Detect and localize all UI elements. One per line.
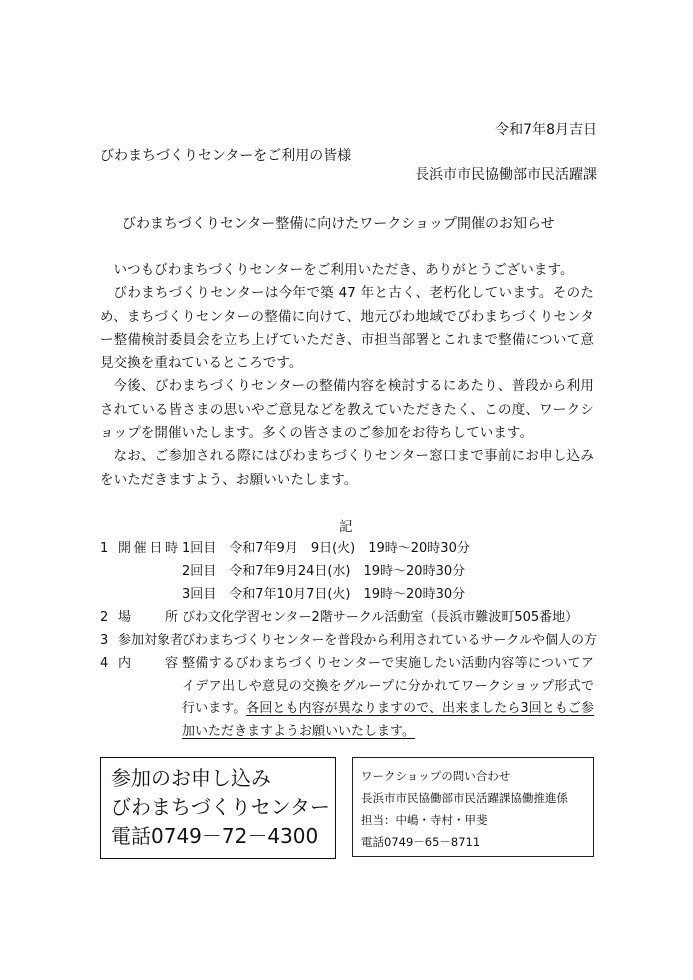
contact-staff: 担当：中嶋・寺村・甲斐 xyxy=(361,813,488,827)
item-label: 内容 xyxy=(118,656,178,671)
application-center: びわまちづくりセンター xyxy=(111,795,330,819)
sender-department: 長浜市市民協働部市民活躍課 xyxy=(415,167,597,183)
schedule-session-1: 1回目 令和7年9月 9日(火) 19時～20時30分 xyxy=(182,541,470,556)
target-value: びわまちづくりセンターを普段から利用されているサークルや個人の方 xyxy=(182,633,597,648)
item-number: 1 xyxy=(100,541,109,556)
contact-heading: ワークショップの問い合わせ xyxy=(361,769,511,783)
item-label: 場所 xyxy=(118,610,178,625)
body-text xyxy=(100,259,594,492)
application-box xyxy=(100,757,336,859)
document-date: 令和7年8月吉日 xyxy=(495,122,597,138)
schedule-session-2: 2回目 令和7年9月24日(水) 19時～20時30分 xyxy=(182,564,466,579)
body-paragraph-3: 今後、びわまちづくりセンターの整備内容を検討するにあたり、普段から利用されている皆さまの思いやご意見などを教えていただきたく、この度、ワークショップを開催いたします。多くの皆さまのご参加をお待ちしています。 xyxy=(100,378,594,442)
body-paragraph-2: びわまちづくりセンターは今年で築 47 年と古く、老朽化しています。そのため、まちづくりセンターの整備に向けて、地元びわ地域でびわまちづくりセンター整備検討委員会を立ち上げていただき、市担当部署とこれまで整備について意見交換を重ねているところです。 xyxy=(100,285,594,372)
contact-box xyxy=(352,757,594,857)
application-phone: 電話0749－72－4300 xyxy=(111,824,319,848)
contact-department: 長浜市市民協働部市民活躍課協働推進係 xyxy=(361,791,568,805)
item-label: 参加対象者 xyxy=(118,633,184,648)
content-text: 整備するびわまちづくりセンターで実施したい活動内容等についてアイデア出しや意見の交換をグループに分かれてワークショップ形式で行います。 xyxy=(182,656,594,716)
contact-phone: 電話0749－65－8711 xyxy=(361,835,481,849)
schedule-session-3: 3回目 令和7年10月7日(火) 19時～20時30分 xyxy=(182,587,466,602)
item-number: 4 xyxy=(100,656,109,671)
item-label: 開催日時 xyxy=(118,541,178,556)
addressee: びわまちづくりセンターをご利用の皆様 xyxy=(100,148,352,164)
application-heading: 参加のお申し込み xyxy=(111,766,271,790)
content-description xyxy=(182,653,594,743)
document-title: びわまちづくりセンター整備に向けたワークショップ開催のお知らせ xyxy=(122,216,555,232)
ki-heading: 記 xyxy=(339,519,353,535)
body-paragraph-4: なお、ご参加される際にはびわまちづくりセンター窓口まで事前にお申し込みをいただきますよう、お願いいたします。 xyxy=(100,448,594,488)
place-value: びわ文化学習センター2階サークル活動室（長浜市難波町505番地） xyxy=(182,610,579,625)
item-number: 2 xyxy=(100,610,109,625)
body-paragraph-1: いつもびわまちづくりセンターをご利用いただき、ありがとうございます。 xyxy=(113,262,574,278)
content-underlined-note: 各回とも内容が異なりますので、出来ましたら3回ともご参加いただきますようお願いいたします。 xyxy=(182,701,594,739)
item-number: 3 xyxy=(100,633,109,648)
